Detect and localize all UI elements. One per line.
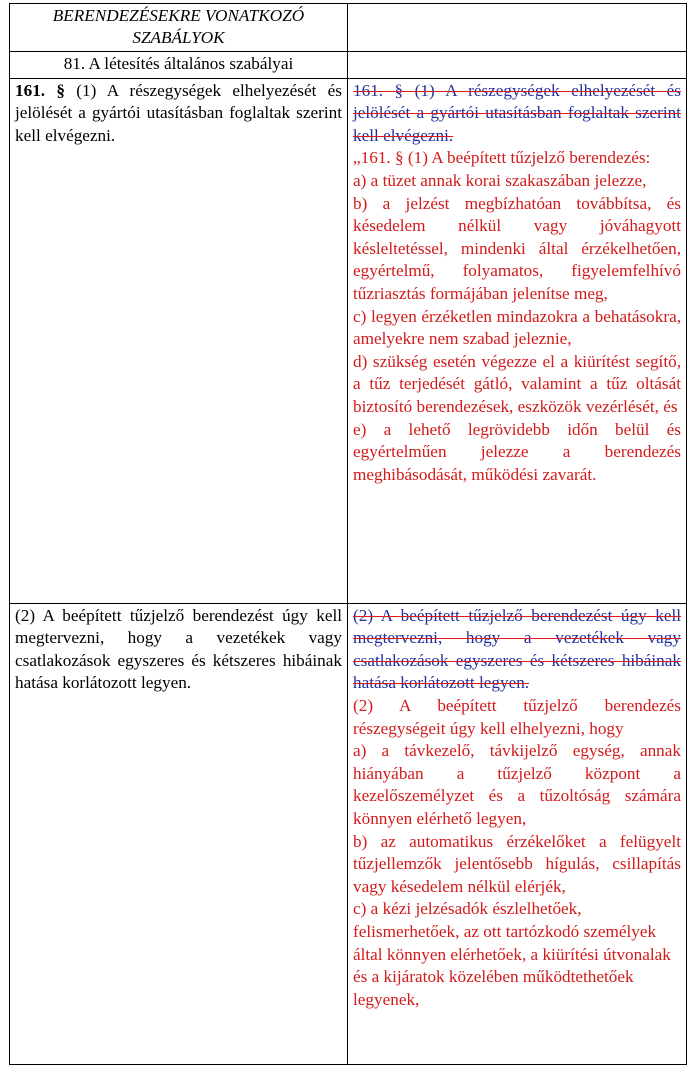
paragraph-row-2 — [10, 603, 687, 1064]
inserted-item: b) a jelzést megbízhatóan továbbítsa, és késedelem nélkül vagy jóváhagyott késleltetéssel, mindenki által érzékelhetően, egyértelmű, folyamatos, figyelemfelhívó tűzriasztás formájában jelenítse meg, — [353, 193, 681, 303]
inserted-intro: (2) A beépített tűzjelző berendezés részegységeit úgy kell elhelyezni, hogy — [353, 695, 681, 738]
inserted-intro: „161. § (1) A beépített tűzjelző berendezés: — [353, 148, 651, 168]
inserted-item: c) legyen érzéketlen mindazokra a behatásokra, amelyekre nem szabad jeleznie, — [353, 306, 681, 349]
paragraph-number: 161. § — [15, 80, 65, 100]
current-text-cell — [10, 78, 348, 603]
section-title: 81. A létesítés általános szabályai — [10, 52, 348, 79]
inserted-item: a) a tüzet annak korai szakaszában jelezze, — [353, 170, 647, 190]
deleted-text: (2) A beépített tűzjelző berendezést úgy kell megtervezni, hogy a vezetékek vagy csatlakozások egyszeres és kétszeres hibáinak hatása korlátozott legyen. — [353, 605, 681, 693]
current-text-cell: (2) A beépített tűzjelző berendezést úgy kell megtervezni, hogy a vezetékek vagy csatlakozások egyszeres és kétszeres hibáinak hatása korlátozott legyen. — [10, 603, 348, 1064]
inserted-item: d) szükség esetén végezze el a kiürítést segítő, a tűz terjedését gátló, valamint a tűz oltását biztosító berendezések, eszközök vezérlését, és — [353, 351, 681, 416]
inserted-item: c) a kézi jelzésadók észlelhetőek, felismerhetőek, az ott tartózkodó személyek által könnyen elérhetőek, a kiürítési útvonalak és a kijáratok közelében működtethetőek legyenek, — [353, 899, 671, 1009]
chapter-title: BERENDEZÉSEKRE VONATKOZÓ SZABÁLYOK — [10, 4, 348, 52]
header-row — [10, 4, 687, 52]
section-row — [10, 52, 687, 79]
paragraph-row-1 — [10, 78, 687, 603]
current-paragraph-text: (1) A részegységek elhelyezését és jelölését a gyártói utasításban foglaltak szerint kell elvégezni. — [15, 80, 342, 145]
inserted-item: e) a lehető legrövidebb időn belül és egyértelműen jelezze a berendezés meghibásodását, működési zavarát. — [353, 419, 681, 484]
empty-section-cell — [348, 52, 687, 79]
comparison-table — [9, 3, 687, 1065]
inserted-item: a) a távkezelő, távkijelző egység, annak hiányában a tűzjelző központ a kezelőszemélyzet és a tűzoltóság számára könnyen elérhető legyen, — [353, 741, 681, 828]
amended-text-cell — [348, 603, 687, 1064]
deleted-text: 161. § (1) A részegységek elhelyezését és jelölését a gyártói utasításban foglaltak szerint kell elvégezni. — [353, 80, 681, 145]
amended-text-cell — [348, 78, 687, 603]
inserted-item: b) az automatikus érzékelőket a felügyelt tűzjellemzők jelentősebb hígulás, csillapítás vagy késedelem nélkül elérjék, — [353, 831, 681, 896]
empty-header-cell — [348, 4, 687, 52]
